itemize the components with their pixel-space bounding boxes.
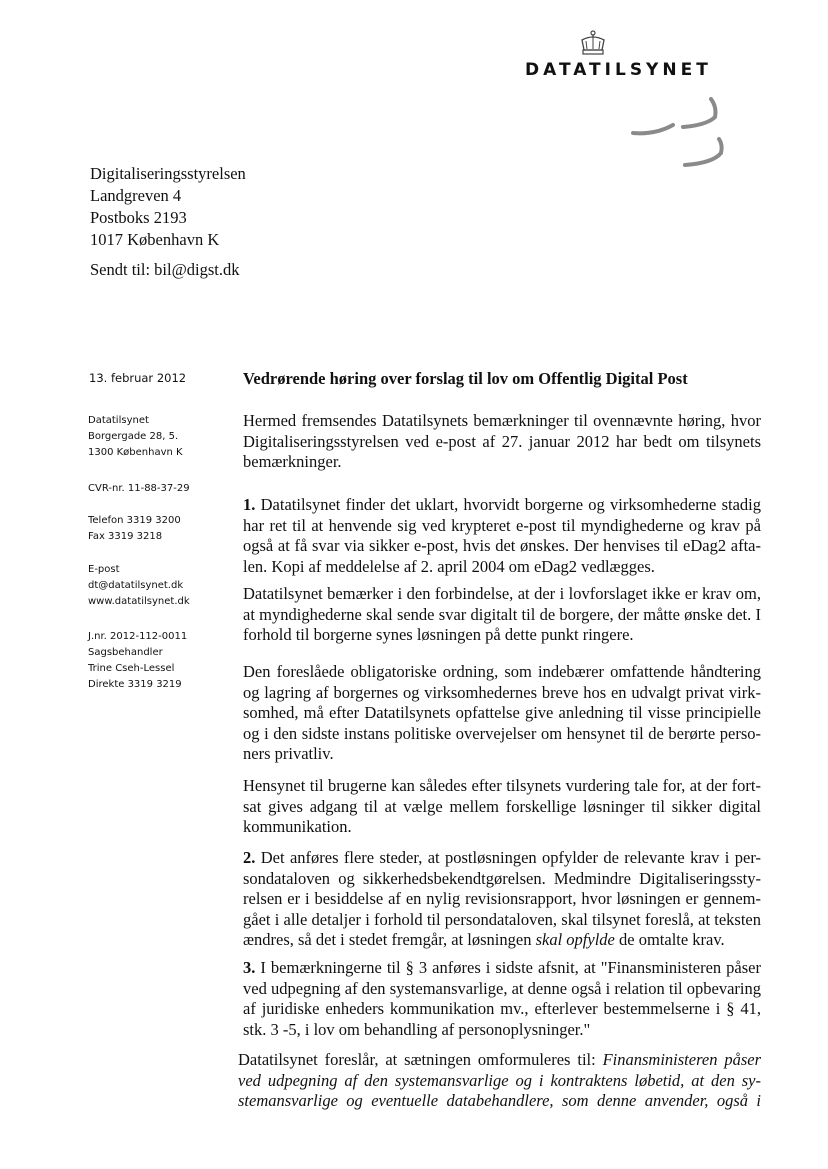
text-line: kommunikation. bbox=[243, 817, 352, 836]
paragraph-5 bbox=[243, 848, 761, 951]
text-line: Den foreslåede obligatoriske ordning, som indebærer omfattende håndtering bbox=[243, 662, 761, 681]
text-line: forhold til borgerne synes løsningen på dette punkt ringere. bbox=[243, 625, 634, 644]
text-line: Hermed fremsendes Datatilsynets bemærkninger til ovennævnte høring, hvor bbox=[243, 411, 761, 430]
text-line: ved udpegning af den systemansvarlige og i kontraktens løbetid, at den sy- bbox=[238, 1070, 761, 1090]
paragraph-2 bbox=[243, 584, 761, 646]
recipient-line: Digitaliseringsstyrelsen bbox=[90, 164, 246, 183]
sent-to: Sendt til: bil@digst.dk bbox=[90, 260, 240, 279]
website-link[interactable]: www.datatilsynet.dk bbox=[88, 596, 190, 607]
case-handler-label: Sagsbehandler bbox=[88, 647, 163, 658]
email-label: E-post bbox=[88, 564, 120, 575]
text-line: relsen er i besiddelse af en nylig revisionsrapport, hvor løsningen er gennem- bbox=[243, 889, 761, 908]
recipient-line: Landgreven 4 bbox=[90, 186, 182, 205]
case-handler-phone: Direkte 3319 3219 bbox=[88, 679, 182, 690]
italic-segment: Finansministeren påser bbox=[602, 1050, 762, 1069]
sender-address bbox=[88, 413, 238, 461]
text-line: sat gives adgang til at vælge mellem forskellige løsninger til sikker digital bbox=[243, 796, 761, 816]
text-line bbox=[243, 495, 761, 516]
letter-date: 13. februar 2012 bbox=[89, 371, 187, 385]
text-line: stk. 3 -5, i lov om behandling af personoplysninger." bbox=[243, 1019, 591, 1039]
recipient-line: 1017 København K bbox=[90, 230, 220, 249]
text-line: somhed, må efter Datatilsynets opfattelse give anledning til visse principielle bbox=[243, 703, 761, 722]
text-line: stemansvarlige og eventuelle databehandlere, som denne anvender, også i bbox=[238, 1091, 761, 1110]
sender-line: 1300 København K bbox=[88, 447, 183, 458]
sender-line: Borgergade 28, 5. bbox=[88, 431, 179, 442]
case-handler-name: Trine Cseh-Lessel bbox=[88, 663, 175, 674]
text-line: ners privatliv. bbox=[243, 744, 334, 763]
text-line: Datatilsynet bemærker i den forbindelse, at der i lovforslaget ikke er krav om, bbox=[243, 584, 761, 603]
paragraph-4 bbox=[243, 776, 761, 838]
text-line: len. Kopi af meddelelse af 2. april 2004 om eDag2 vedlægges. bbox=[243, 556, 655, 576]
point-number: 2. bbox=[243, 848, 256, 867]
text-segment: de omtalte krav. bbox=[614, 930, 725, 949]
recipient-address bbox=[90, 163, 246, 251]
text-line bbox=[238, 1050, 761, 1071]
phone-line: Telefon 3319 3200 bbox=[88, 515, 181, 526]
point-number: 3. bbox=[243, 958, 256, 977]
text-segment: Datatilsynet finder det uklart, hvorvidt borgerne og virksomhederne stadig bbox=[255, 495, 761, 514]
sender-line: Datatilsynet bbox=[88, 415, 149, 426]
text-line: at myndighederne skal sende svar digitalt til de borgere, der måtte ønske det. I bbox=[243, 604, 761, 624]
paragraph-6 bbox=[243, 958, 761, 1040]
case-number: J.nr. 2012-112-0011 bbox=[88, 631, 188, 642]
text-segment: Datatilsynet foreslår, at sætningen omformuleres til: bbox=[238, 1050, 603, 1069]
logo-text: DATATILSYNET bbox=[525, 60, 712, 80]
paragraph-1 bbox=[243, 495, 761, 577]
cvr-line: CVR-nr. 11-88-37-29 bbox=[88, 483, 190, 494]
text-line bbox=[243, 958, 761, 979]
point-number: 1. bbox=[243, 495, 256, 514]
crown-icon bbox=[578, 30, 608, 58]
text-line: ved udpegning af den systemansvarlige, at denne også i relation til opbevaring bbox=[243, 978, 761, 998]
text-line: har ret til at henvende sig ved krypteret e-post til myndighederne og krav på bbox=[243, 515, 761, 535]
text-line: Hensynet til brugerne kan således efter tilsynets vurdering tale for, at der fort- bbox=[243, 776, 761, 795]
text-line: og i den sidste instans politiske overvejelser om hensynet til de berørte perso- bbox=[243, 723, 761, 743]
case-info bbox=[88, 629, 238, 693]
text-segment: I bemærkningerne til § 3 anføres i sidste afsnit, at "Finansministeren påser bbox=[255, 958, 761, 977]
email-link[interactable]: dt@datatilsynet.dk bbox=[88, 580, 184, 591]
text-line: gået i alle detaljer i forhold til persondataloven, skal tilsynet foreslå, at teksten bbox=[243, 909, 761, 929]
text-line: Digitaliseringsstyrelsen ved e-post af 27. januar 2012 har bedt om tilsynets bbox=[243, 431, 761, 451]
text-line: af juridiske enheders kommunikation mv., efterlever bestemmelserne i § 41, bbox=[243, 999, 761, 1018]
fax-line: Fax 3319 3218 bbox=[88, 531, 163, 542]
paragraph-7 bbox=[238, 1050, 761, 1112]
signature-mark bbox=[625, 95, 735, 175]
text-line bbox=[243, 930, 761, 951]
letter-subject: Vedrørende høring over forslag til lov om Offentlig Digital Post bbox=[243, 369, 688, 388]
paragraph-3 bbox=[243, 662, 761, 765]
text-line bbox=[243, 848, 761, 869]
paragraph-intro bbox=[243, 411, 761, 473]
text-line: og lagring af borgernes og virksomhedernes breve hos en udvalgt privat virk- bbox=[243, 682, 761, 702]
italic-segment: skal opfylde bbox=[535, 930, 615, 949]
text-segment: Det anføres flere steder, at postløsningen opfylder de relevante krav i per- bbox=[255, 848, 761, 867]
text-line: bemærkninger. bbox=[243, 452, 342, 471]
text-line: sondataloven og sikkerhedsbekendtgørelsen. Medmindre Digitaliseringssty- bbox=[243, 868, 761, 888]
recipient-line: Postboks 2193 bbox=[90, 208, 187, 227]
text-line: også at få svar via sikker e-post, hvis det ønskes. Der henvises til eDag2 afta- bbox=[243, 536, 761, 555]
sender-cvr bbox=[88, 481, 238, 497]
sender-phone bbox=[88, 513, 238, 545]
text-segment: ændres, så det i stedet fremgår, at løsningen bbox=[243, 930, 536, 949]
sender-web bbox=[88, 562, 238, 610]
